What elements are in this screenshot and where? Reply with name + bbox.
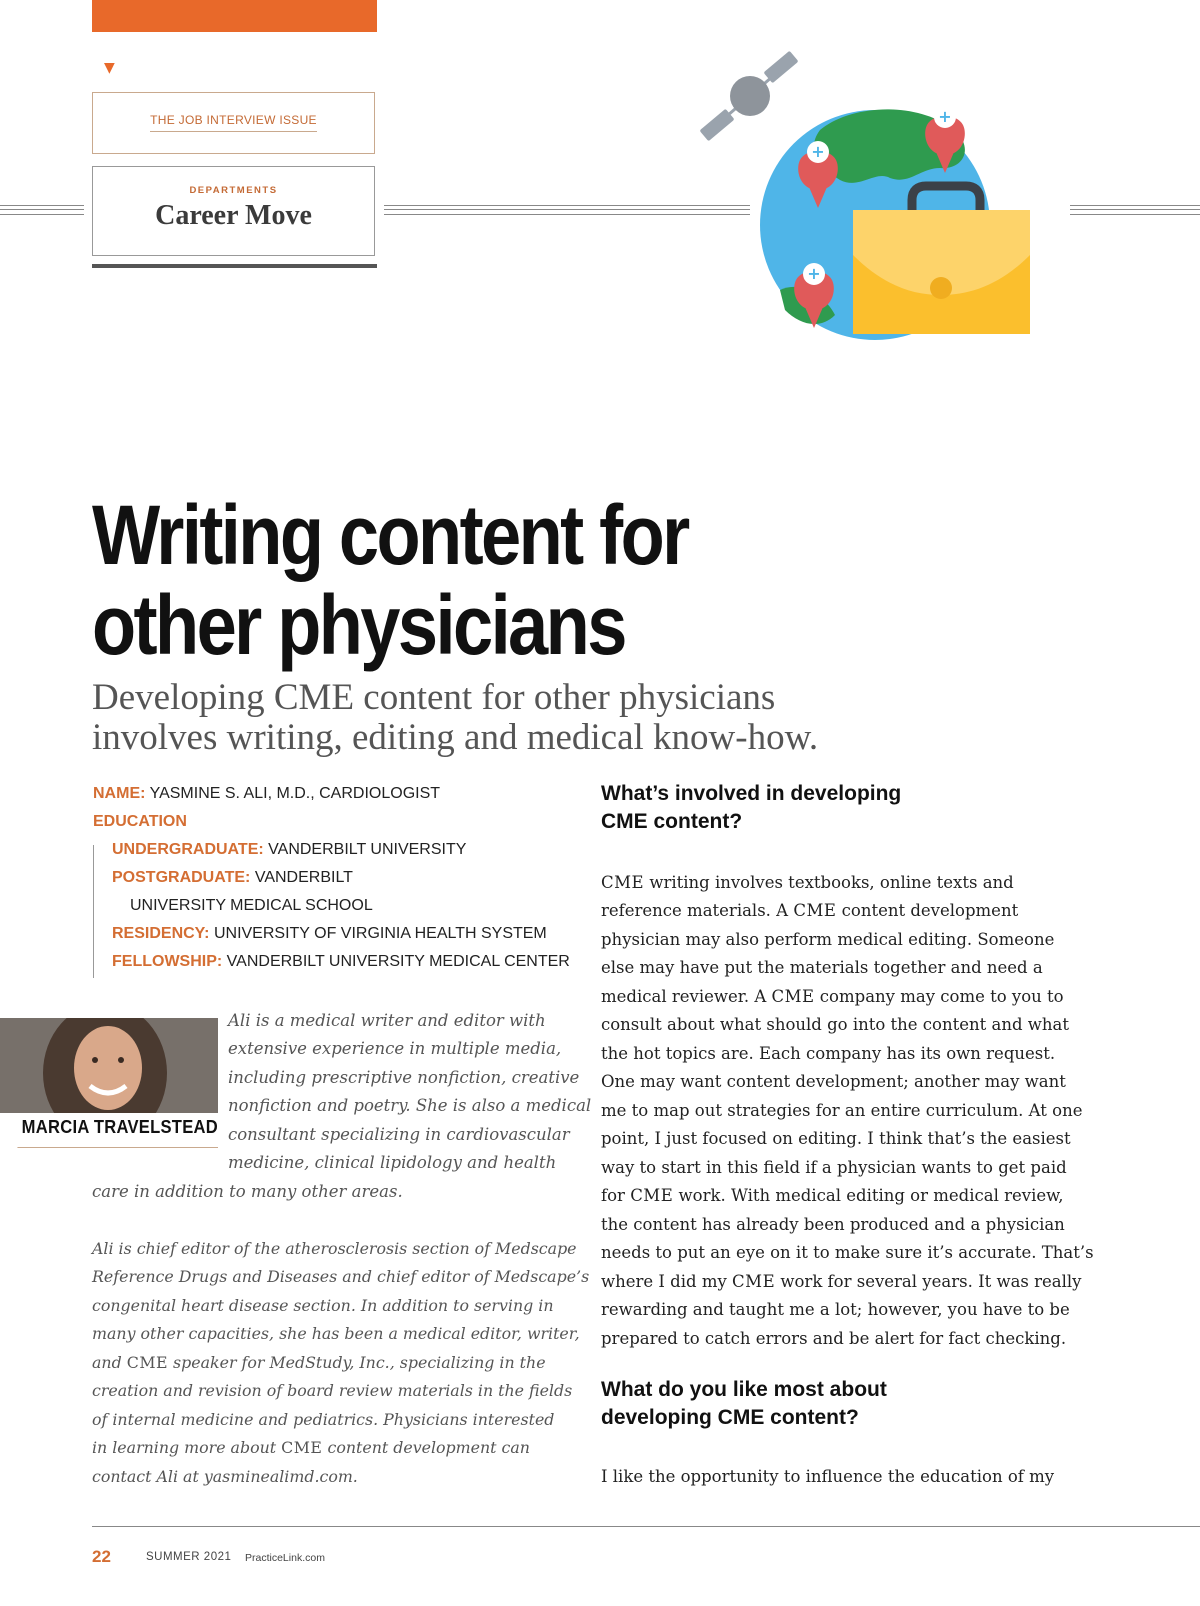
answer-text: for	[601, 1186, 631, 1205]
header-rule-left	[0, 205, 84, 215]
intro-line: consultant specializing in cardiovascular	[228, 1125, 570, 1144]
bio-postgraduate-cont: UNIVERSITY MEDICAL SCHOOL	[130, 897, 373, 914]
bio-key: EDUCATION	[93, 813, 187, 830]
answer-text: medical reviewer. A	[601, 987, 772, 1006]
intro-line: medicine, clinical lipidology and health	[228, 1153, 557, 1172]
intro-line	[92, 1434, 530, 1462]
bio-key: UNDERGRADUATE:	[112, 841, 264, 858]
answer-line	[601, 1182, 1064, 1210]
intro-line: extensive experience in multiple media,	[228, 1039, 562, 1058]
svg-text:+: +	[807, 264, 821, 283]
page-number: 22	[92, 1547, 111, 1566]
intro-line: care in addition to many other areas.	[92, 1182, 403, 1201]
answer-line: rewarding and taught me a lot; however, you have to be	[601, 1300, 1070, 1319]
bio-education-heading	[93, 813, 187, 831]
answer-line: the content has already been produced and a physician	[601, 1215, 1065, 1234]
bio-key: NAME:	[93, 785, 146, 802]
answer-line: consult about what should go into the content and what	[601, 1015, 1069, 1034]
bio-postgraduate	[112, 869, 353, 887]
answer-text: CME	[793, 901, 837, 920]
answer-text: reference materials. A	[601, 901, 794, 920]
header-illustration	[700, 40, 1060, 350]
answer-line: I like the opportunity to influence the education of my	[601, 1467, 1055, 1486]
bio-residency	[112, 925, 547, 943]
intro-line: contact Ali at yasminealimd.com.	[92, 1467, 358, 1486]
answer-text: writing involves textbooks, online texts and	[644, 873, 1014, 892]
answer-line: needs to put an eye on it to make sure it’s accurate. That’s	[601, 1243, 1094, 1262]
question-heading	[601, 1376, 887, 1432]
intro-text: content development can	[322, 1438, 530, 1457]
intro-line: congenital heart disease section. In addition to serving in	[92, 1296, 554, 1315]
issue-label: THE JOB INTERVIEW ISSUE	[150, 113, 317, 132]
intro-line: creation and revision of board review materials in the fields	[92, 1381, 573, 1400]
question-line: CME content?	[601, 810, 743, 833]
intro-text: and	[92, 1353, 127, 1372]
bio-value: VANDERBILT	[254, 869, 353, 886]
bio-value: VANDERBILT UNIVERSITY	[268, 841, 467, 858]
bio-key: FELLOWSHIP:	[112, 953, 223, 970]
bio-value: VANDERBILT UNIVERSITY MEDICAL CENTER	[226, 953, 570, 970]
bio-fellowship	[112, 953, 570, 971]
education-rule	[93, 845, 94, 978]
article-title-line: Writing content for	[92, 488, 688, 582]
intro-line	[92, 1349, 546, 1377]
answer-text: work for several years. It was really	[775, 1272, 1082, 1291]
intro-line: Reference Drugs and Diseases and chief editor of Medscape’s	[92, 1267, 590, 1286]
article-title	[92, 490, 746, 670]
question-line: What’s involved in developing	[601, 782, 902, 805]
answer-line	[601, 897, 1018, 925]
answer-text: CME	[601, 873, 645, 892]
article-deck-line: involves writing, editing and medical know-how.	[92, 717, 819, 758]
intro-text: CME	[281, 1438, 323, 1457]
question-line: What do you like most about	[601, 1378, 887, 1401]
answer-line: One may want content development; another may want	[601, 1072, 1066, 1091]
answer-line: me to map out strategies for an entire curriculum. At one	[601, 1101, 1083, 1120]
footer-rule	[92, 1526, 1200, 1527]
intro-line: nonfiction and poetry. She is also a medical	[228, 1096, 592, 1115]
accent-bar	[92, 0, 377, 32]
answer-line: else may have put the materials together and need a	[601, 958, 1043, 977]
answer-text: company may come to you to	[814, 987, 1064, 1006]
svg-text:+: +	[811, 142, 825, 161]
bio-name	[93, 785, 440, 803]
answer-line: prepared to catch errors and be alert for fact checking.	[601, 1329, 1067, 1348]
answer-line: point, I just focused on editing. I think that’s the easiest	[601, 1129, 1071, 1148]
site-link[interactable]: PracticeLink.com	[245, 1552, 325, 1564]
answer-text: content development	[836, 901, 1019, 920]
intro-line: Ali is chief editor of the atherosclerosis section of Medscape	[92, 1239, 577, 1258]
header-rule-middle	[384, 205, 750, 215]
department-box	[92, 166, 375, 256]
photo-caption: MARCIA TRAVELSTEAD	[17, 1117, 218, 1148]
department-underline	[92, 264, 377, 268]
triangle-marker-icon: ▼	[104, 60, 115, 76]
bio-undergraduate	[112, 841, 466, 859]
article-deck	[92, 678, 992, 758]
answer-text: CME	[630, 1186, 674, 1205]
svg-text:+: +	[938, 107, 952, 126]
intro-line: including prescriptive nonfiction, creative	[228, 1068, 580, 1087]
bio-key: POSTGRADUATE:	[112, 869, 251, 886]
answer-text: where I did my	[601, 1272, 733, 1291]
bio-key: RESIDENCY:	[112, 925, 210, 942]
author-photo	[0, 1018, 218, 1113]
department-label: DEPARTMENTS	[189, 185, 278, 196]
portrait-icon	[0, 1018, 218, 1113]
intro-text: speaker for MedStudy, Inc., specializing in the	[168, 1353, 546, 1372]
bio-value: UNIVERSITY OF VIRGINIA HEALTH SYSTEM	[213, 925, 547, 942]
question-line: developing CME content?	[601, 1406, 859, 1429]
intro-line: many other capacities, she has been a medical editor, writer,	[92, 1324, 580, 1343]
satellite-icon	[700, 51, 799, 142]
answer-line	[601, 1268, 1082, 1296]
issue-date: SUMMER 2021	[146, 1551, 232, 1563]
answer-text: CME	[771, 987, 815, 1006]
intro-text: in learning more about	[92, 1438, 282, 1457]
answer-line	[601, 983, 1064, 1011]
question-heading	[601, 780, 901, 836]
answer-line: way to start in this field if a physician wants to get paid	[601, 1158, 1067, 1177]
intro-line: Ali is a medical writer and editor with	[228, 1011, 546, 1030]
article-title-line: other physicians	[92, 578, 625, 672]
intro-text: CME	[126, 1353, 169, 1372]
answer-line	[601, 869, 1014, 897]
article-deck-line: Developing CME content for other physicians	[92, 677, 776, 718]
issue-label-box	[92, 92, 375, 154]
department-title: Career Move	[155, 200, 312, 231]
answer-text: CME	[732, 1272, 776, 1291]
answer-line: the hot topics are. Each company has its own request.	[601, 1044, 1056, 1063]
intro-line: of internal medicine and pediatrics. Physicians interested	[92, 1410, 555, 1429]
bio-value: YASMINE S. ALI, M.D., CARDIOLOGIST	[149, 785, 441, 802]
header-rule-right	[1070, 205, 1200, 215]
answer-line: physician may also perform medical editing. Someone	[601, 930, 1055, 949]
answer-text: work. With medical editing or medical review,	[673, 1186, 1064, 1205]
